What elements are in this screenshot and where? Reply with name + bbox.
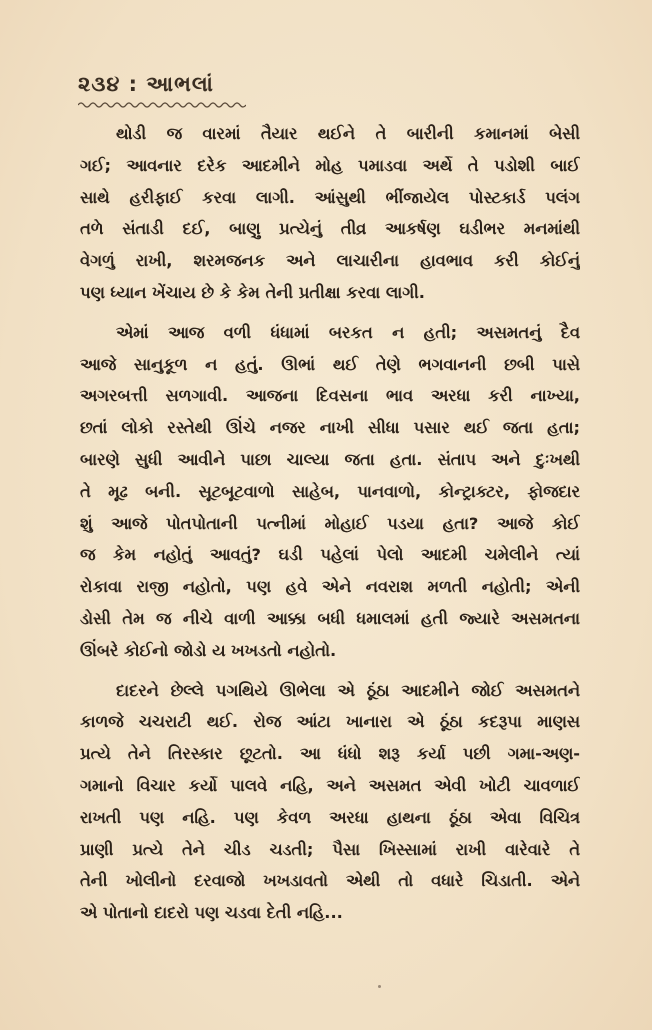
text-line: એ પોતાનો દાદરો પણ ચડવા દેતી નહિ... (80, 903, 343, 923)
text-line: પણ ધ્યાન ખેંચાય છે કે કેમ તેની પ્રતીક્ષા કરવા લાગી. (80, 282, 425, 302)
text-line: ગઈ; આવનાર દરેક આદમીને મોહ પમાડવા અર્થે તે પડોશી બાઈ (80, 155, 580, 175)
wavy-underline (78, 101, 246, 109)
paragraph-3 (80, 675, 580, 929)
paragraph-1 (80, 118, 580, 309)
text-line: પ્રત્યે તેને તિરસ્કાર છૂટતો. આ ધંધો શરૂ કર્યા પછી ગમા-અણ- (80, 744, 580, 764)
text-line: કાળજે ચચરાટી થઈ. રોજ આંટા ખાનારા એ ઠૂંઠા કદરૂપા માણસ (80, 712, 580, 732)
paragraph-2 (80, 317, 580, 667)
text-line: આજે સાનુકૂળ ન હતું. ઊભાં થઈ તેણે ભગવાનની છબી પાસે (80, 354, 580, 374)
text-line: ગમાનો વિચાર કર્યો પાલવે નહિ, અને અસમત એવી ખોટી ચાવળાઈ (80, 775, 580, 795)
text-line: વેગળું રાખી, શરમજનક અને લાચારીના હાવભાવ કરી કોઈનું (80, 251, 580, 271)
text-line: સાથે હરીફાઈ કરવા લાગી. આંસુથી ભીંજાયેલ પોસ્ટકાર્ડ પલંગ (80, 187, 580, 207)
text-line: ઊંબરે કોઈનો જોડો ય ખખડતો નહોતો. (80, 640, 337, 660)
body-text (80, 118, 580, 937)
text-line: રાખતી પણ નહિ. પણ કેવળ અરધા હાથના ઠૂંઠા એવા વિચિત્ર (80, 807, 580, 827)
text-line: એમાં આજ વળી ધંધામાં બરકત ન હતી; અસમતનું દૈવ (116, 322, 580, 342)
text-line: થોડી જ વારમાં તૈયાર થઈને તે બારીની કમાનમાં બેસી (116, 124, 580, 143)
text-line: અગરબત્તી સળગાવી. આજના દિવસના ભાવ અરધા કરી નાખ્યા, (80, 386, 580, 406)
paper-speck (378, 985, 381, 988)
text-line: ડોસી તેમ જ નીચે વાળી આક્કા બધી ધમાલમાં હતી જ્યારે અસમતના (80, 608, 580, 628)
text-line: તળે સંતાડી દઈ, બાણુ પ્રત્યેનું તીવ્ર આકર્ષણ ઘડીભર મનમાંથી (80, 219, 580, 239)
text-line: છતાં લોકો રસ્તેથી ઊંચે નજર નાખી સીધા પસાર થઈ જતા હતા; (80, 418, 580, 438)
text-line: જ કેમ નહોતું આવતું? ઘડી પહેલાં પેલો આદમી ચમેલીને ત્યાં (80, 545, 580, 565)
text-line: દાદરને છેલ્લે પગથિયે ઊભેલા એ ઠૂંઠા આદમીને જોઈ અસમતને (116, 680, 580, 700)
text-line: તે મૂઢ બની. સૂટબૂટવાળો સાહેબ, પાનવાળો, કોન્ટ્રાક્ટર, ફોજદાર (80, 481, 580, 501)
text-line: પ્રાણી પ્રત્યે તેને ચીડ ચડતી; પૈસા ખિસ્સામાં રાખી વારેવારે તે (80, 839, 580, 859)
page-number-and-title: ૨૩૪ : આભલાં (78, 72, 214, 96)
text-line: બારણે સુધી આવીને પાછા ચાલ્યા જતા હતા. સંતાપ અને દુઃખથી (80, 449, 580, 469)
running-header (78, 72, 248, 109)
text-line: શું આજે પોતપોતાની પત્નીમાં મોહાઈ પડયા હતા? આજે કોઈ (80, 513, 580, 533)
text-line: તેની ખોલીનો દરવાજો ખખડાવતો એથી તો વધારે ચિડાતી. એને (80, 871, 580, 891)
text-line: રોકાવા રાજી નહોતો, પણ હવે એને નવરાશ મળતી નહોતી; એની (80, 577, 580, 597)
